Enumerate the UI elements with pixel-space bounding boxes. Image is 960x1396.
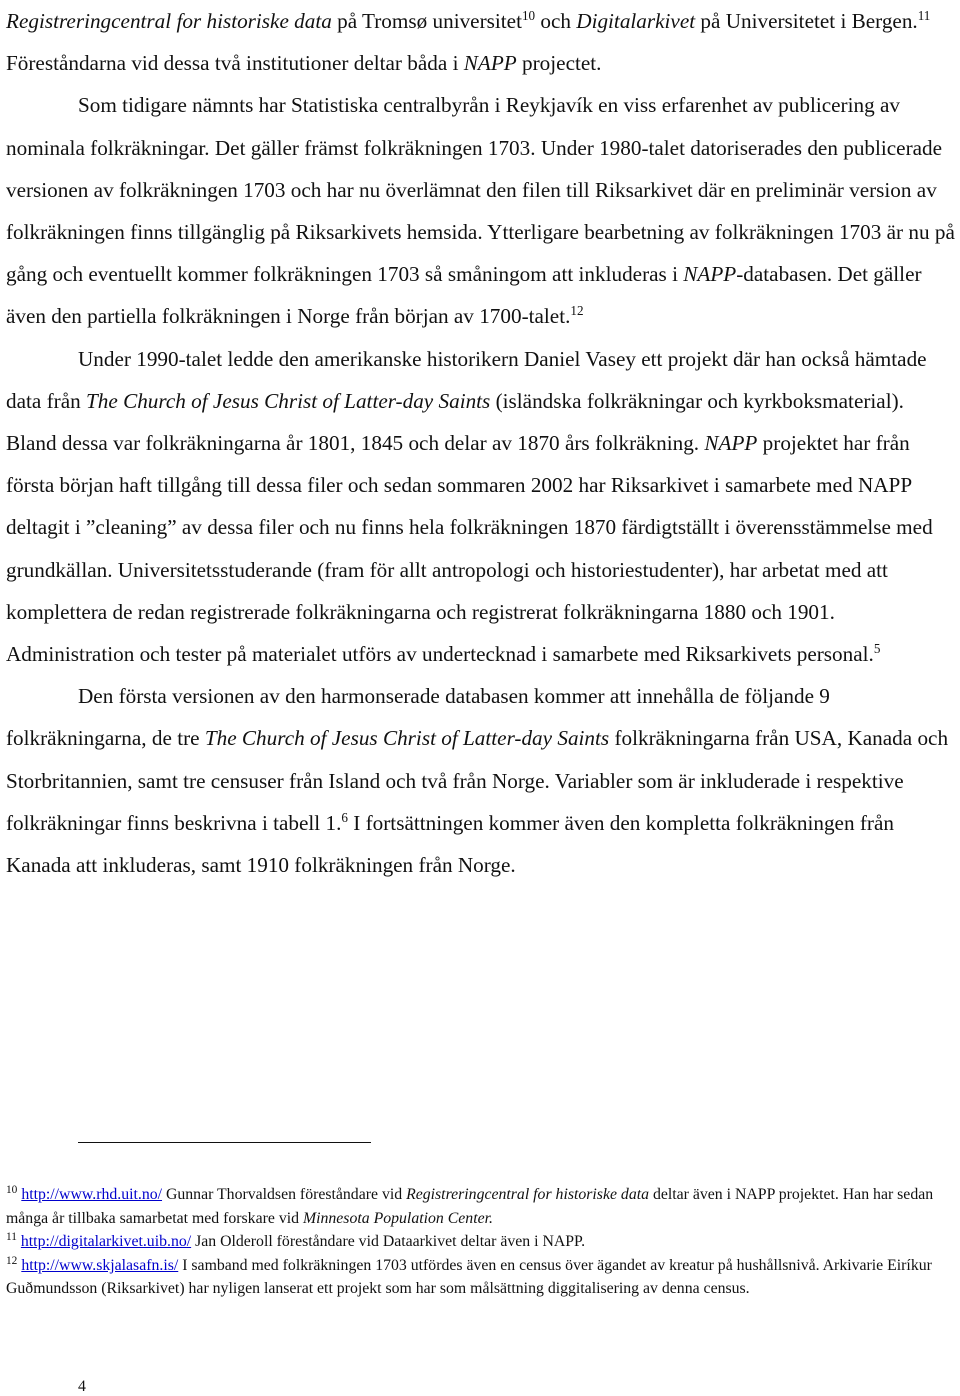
footnote-separator	[78, 1142, 371, 1143]
text-span: projektet har från första början haft tillgång till dessa filer och sedan sommaren 2002 har Riksarkivet i samarbete med NAPP deltagit i ”cleaning” av dessa filer och nu finns hela folkräkningen 1870 färdigtställt i överensstämmelse med grundkällan. Universitetsstuderande (fram för allt antropologi och historiestudenter), har arbetat med att komplettera de redan registrerade folkräkningarna och registrerat folkräkningarna 1880 och 1901. Administration och tester på materialet utförs av undertecknad i samarbete med Riksarkivets personal.	[6, 431, 933, 667]
footnote-link[interactable]: http://digitalarkivet.uib.no/	[20, 1233, 192, 1251]
organization-name: The Church of Jesus Christ of Latter-day Saints	[204, 726, 610, 751]
text-span: Under 1990-talet ledde den amerikanske historikern Daniel Vasey ett projekt där han också hämtade data från	[6, 346, 927, 413]
paragraph-4	[6, 675, 956, 886]
organization-name: The Church of Jesus Christ of Latter-day Saints	[86, 388, 491, 413]
footnote-ref-10[interactable]: 10	[521, 7, 536, 23]
page-number: 4	[78, 1378, 86, 1395]
text-span: på Tromsø universitet	[331, 9, 522, 33]
footnote-ref-12[interactable]: 12	[570, 303, 584, 319]
body-text	[6, 0, 956, 886]
footnotes	[6, 1183, 956, 1301]
footnote-number: 12	[6, 1254, 18, 1267]
institution-name: Registreringcentral for historiske data	[406, 1186, 650, 1203]
text-span: I fortsättningen kommer även den kompletta folkräkningen från Kanada att inkluderas, samt 1910 folkräkningen från Norge.	[6, 810, 894, 878]
project-name: NAPP	[463, 51, 517, 76]
text-span: och	[535, 9, 577, 33]
footnote-ref-6[interactable]: 6	[341, 809, 348, 825]
footnote-number: 11	[6, 1230, 17, 1243]
text-span: projectet.	[516, 51, 602, 76]
footnote-number: 10	[6, 1183, 18, 1196]
institution-name: Minnesota Population Center.	[302, 1209, 493, 1227]
footnote-ref-5[interactable]: 5	[873, 640, 881, 656]
paragraph-1	[6, 0, 956, 84]
project-name: NAPP	[704, 431, 758, 456]
text-span: Gunnar Thorvaldsen föreståndare vid	[162, 1186, 407, 1203]
text-span: Den första versionen av den harmonserade databasen kommer att innehålla de följande 9 folkräkningarna, de tre	[6, 684, 830, 751]
footnote-12	[6, 1254, 956, 1301]
text-span: Jan Olderoll föreståndare vid Dataarkivet deltar även i NAPP.	[191, 1233, 586, 1251]
paragraph-3	[6, 338, 956, 676]
footnote-10	[6, 1183, 956, 1230]
text-span: på Universitetet i Bergen.	[695, 9, 918, 33]
paragraph-2	[6, 84, 956, 337]
text-span: I samband med folkräkningen 1703 utfördes även en census över ägandet av kreatur på hushållsnivå. Arkivarie Eiríkur Guðmundsson (Riksarkivet) har nyligen lanserat ett projekt som har som målsättning diggitalisering av denna census.	[6, 1256, 932, 1298]
text-span: Som tidigare nämnts har Statistiska centralbyrån i Reykjavík en viss erfarenhet av publicering av nominala folkräkningar. Det gäller främst folkräkningen 1703. Under 1980-talet datoriserades den publicerade versionen av folkräkningen 1703 och har nu överlämnat den filen till Riksarkivet där en preliminär version av folkräkningen finns tillgänglig på Riksarkivets hemsida. Ytterligare bearbetning av folkräkningen 1703 är nu på gång och eventuellt kommer folkräkningen 1703 så småningom att inkluderas i	[6, 93, 955, 287]
text-span: -databasen. Det gäller även den partiella folkräkningen i Norge från början av 1700-talet.	[6, 262, 922, 329]
footnote-link[interactable]: http://www.skjalasafn.is/	[21, 1256, 179, 1274]
project-name: NAPP	[683, 262, 737, 287]
text-span: (isländska folkräkningar och kyrkboksmaterial). Bland dessa var folkräkningarna år 1801, 1845 och delar av 1870 års folkräkning.	[6, 388, 904, 456]
footnote-link[interactable]: http://www.rhd.uit.no/	[21, 1186, 163, 1203]
text-span: folkräkningarna från USA, Kanada och Storbritannien, samt tre censuser från Island och två från Norge. Variabler som är inkluderade i respektive folkräkningar finns beskrivna i tabell 1.	[6, 726, 949, 835]
institution-name: Digitalarkivet	[576, 9, 696, 33]
text-span: Föreståndarna vid dessa två institutioner deltar båda i	[6, 51, 464, 76]
footnote-11	[6, 1230, 956, 1254]
institution-name: Registreringcentral for historiske data	[6, 9, 332, 33]
footnote-ref-11[interactable]: 11	[917, 7, 931, 23]
text-span: deltar även i NAPP projektet. Han har sedan många år tillbaka samarbetat med forskare vid	[6, 1186, 934, 1227]
